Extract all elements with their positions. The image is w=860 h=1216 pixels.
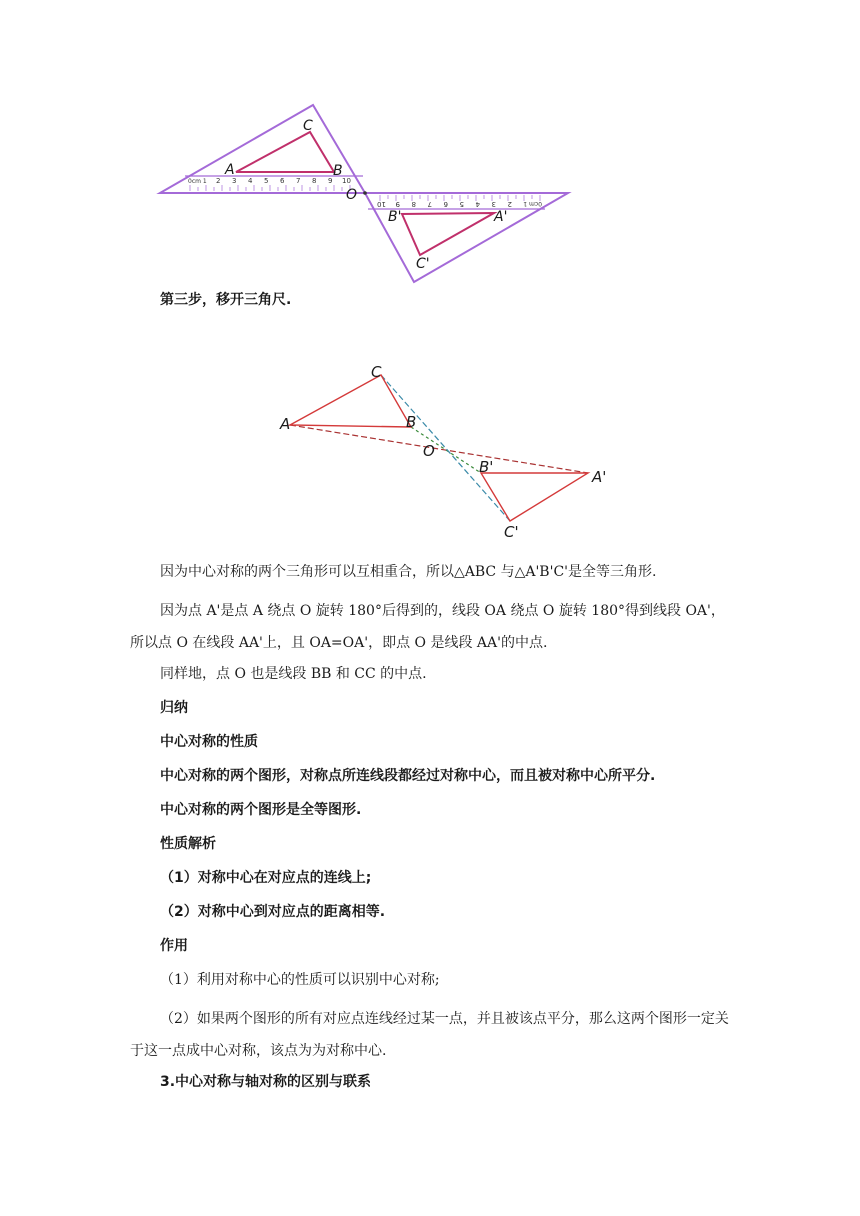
fig2-label-b-prime: B' bbox=[479, 458, 494, 476]
triangle-abc bbox=[290, 375, 411, 427]
fig2-label-a: A bbox=[280, 415, 291, 433]
triangle-abc bbox=[236, 132, 334, 172]
fig2-label-o: O bbox=[423, 442, 435, 460]
figure-central-symmetry bbox=[270, 355, 620, 545]
fig2-label-a-prime: A' bbox=[592, 468, 607, 486]
segment-aa-prime bbox=[290, 425, 588, 473]
property-statement-1: 中心对称的两个图形，对称点所连线段都经过对称中心，而且被对称中心所平分. bbox=[160, 768, 656, 784]
property-statement-2: 中心对称的两个图形是全等图形. bbox=[160, 802, 362, 818]
ruler-ticks-upper bbox=[190, 185, 350, 191]
heading-section-3: 3.中心对称与轴对称的区别与联系 bbox=[160, 1074, 372, 1090]
svg-text:4: 4 bbox=[248, 177, 253, 185]
triangle-abc-prime bbox=[402, 213, 494, 255]
use-item-1: （1）利用对称中心的性质可以识别中心对称; bbox=[160, 972, 440, 988]
step3-text: 第三步，移开三角尺. bbox=[160, 292, 292, 308]
svg-text:9: 9 bbox=[395, 200, 400, 208]
svg-text:8: 8 bbox=[411, 200, 416, 208]
fig1-label-c: C bbox=[303, 118, 313, 134]
analysis-item-2: （2）对称中心到对应点的距离相等. bbox=[160, 904, 386, 920]
heading-analysis: 性质解析 bbox=[160, 836, 216, 852]
fig1-label-b-prime: B' bbox=[388, 209, 402, 225]
heading-use: 作用 bbox=[160, 938, 188, 954]
heading-property: 中心对称的性质 bbox=[160, 734, 258, 750]
fig2-label-c: C bbox=[371, 363, 382, 381]
svg-text:8: 8 bbox=[312, 177, 317, 185]
fig1-label-b: B bbox=[333, 163, 343, 179]
paragraph-same: 同样地，点 O 也是线段 BB 和 CC 的中点. bbox=[160, 666, 427, 682]
fig2-label-c-prime: C' bbox=[504, 523, 519, 541]
svg-text:7: 7 bbox=[296, 177, 301, 185]
paragraph-congruent: 因为中心对称的两个三角形可以互相重合，所以△ABC 与△A'B'C'是全等三角形. bbox=[160, 564, 657, 580]
svg-text:3: 3 bbox=[491, 200, 496, 208]
fig1-label-o: O bbox=[346, 187, 358, 203]
svg-text:5: 5 bbox=[264, 177, 269, 185]
svg-text:10: 10 bbox=[377, 200, 386, 208]
use-item-2: （2）如果两个图形的所有对应点连线经过某一点，并且被该点平分，那么这两个图形一定关于这一点成中心对称，该点为为对称中心. bbox=[130, 1011, 729, 1059]
svg-text:10: 10 bbox=[342, 177, 351, 185]
svg-text:3: 3 bbox=[232, 177, 237, 185]
ruler-numbers-upper bbox=[216, 177, 351, 185]
paragraph-midpoint: 因为点 A'是点 A 绕点 O 旋转 180°后得到的，线段 OA 绕点 O 旋转 180°得到线段 OA'，所以点 O 在线段 AA'上，且 OA=OA'，即点 O 是线段 AA'的中点. bbox=[130, 603, 725, 651]
svg-text:9: 9 bbox=[328, 177, 333, 185]
svg-text:6: 6 bbox=[280, 177, 285, 185]
svg-text:4: 4 bbox=[475, 200, 480, 208]
triangle-abc-prime bbox=[481, 473, 588, 521]
analysis-item-1: （1）对称中心在对应点的连线上; bbox=[160, 870, 372, 886]
heading-guina: 归纳 bbox=[160, 700, 188, 716]
svg-text:5: 5 bbox=[459, 200, 464, 208]
svg-text:2: 2 bbox=[216, 177, 221, 185]
fig2-label-b: B bbox=[406, 413, 417, 431]
fig1-label-a: A bbox=[225, 162, 235, 178]
segment-cc-prime bbox=[381, 375, 510, 521]
fig1-label-c-prime: C' bbox=[416, 256, 430, 272]
ruler-unit-lower: 0cm 1 bbox=[523, 200, 542, 207]
fig1-label-a-prime: A' bbox=[494, 209, 508, 225]
svg-text:7: 7 bbox=[427, 200, 432, 208]
figure-set-squares bbox=[150, 95, 590, 290]
ruler-numbers-lower bbox=[377, 200, 512, 208]
svg-text:6: 6 bbox=[443, 200, 448, 208]
svg-text:2: 2 bbox=[507, 200, 512, 208]
ruler-unit-upper: 0cm 1 bbox=[188, 178, 207, 185]
